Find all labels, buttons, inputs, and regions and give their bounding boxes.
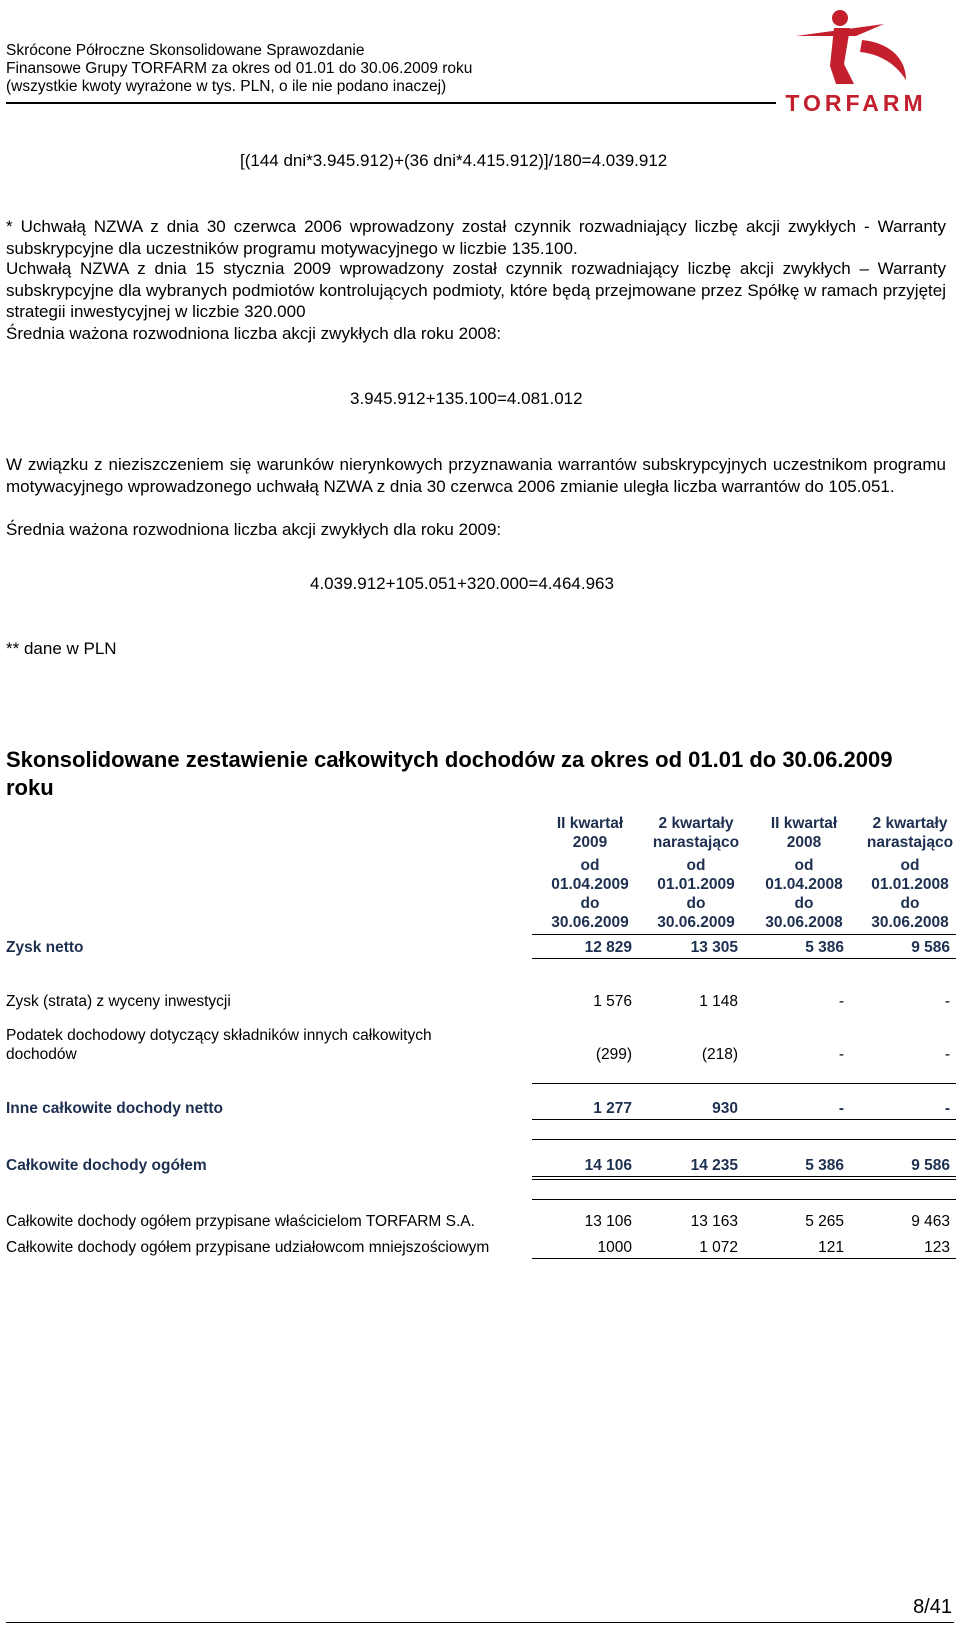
section-overline [532,1199,956,1200]
table-cell: 1 277 [593,1100,632,1117]
table-cell: (218) [701,1046,738,1063]
row-label-wlasciciele: Całkowite dochody ogółem przypisane właścicielom TORFARM S.A. [6,1213,475,1230]
table-cell: 13 305 [690,939,738,956]
footer-rule [6,1622,954,1623]
paragraph-2: Uchwałą NZWA z dnia 15 stycznia 2009 wprowadzony został czynnik rozwadniający liczbę akcji zwykłych – Warranty subskrypcyjne dla wybranych podmiotów kontrolujących podmioty, które będą przejmowane przez Spółkę w ramach przyjętej strategii inwestycyjnej w liczbie 320.000 [6,259,946,321]
table-cell: 1 148 [699,993,738,1010]
section-title: Skonsolidowane zestawienie całkowitych dochodów za okres od 01.01 do 30.06.2009 roku [6,747,893,800]
row-label-zysk-netto: Zysk netto [6,939,84,956]
table-cell: 9 586 [911,1157,950,1174]
torfarm-logo [756,6,956,118]
row-label-inne-dochody: Inne całkowite dochody netto [6,1100,224,1117]
column-header: 2 kwartały narastająco od 01.01.2009 do 30.06.2009 [652,815,740,931]
header-rule [6,102,776,104]
paragraph-1: * Uchwałą NZWA z dnia 30 czerwca 2006 wprowadzony został czynnik rozwadniający liczbę akcji zwykłych - Warranty subskrypcyjne dla uczestników programu motywacyjnego w liczbie 135.100. [6,217,946,258]
torfarm-logo-icon [756,6,956,86]
table-cell: 1000 [597,1239,632,1256]
paragraph-3: Średnia ważona rozwodniona liczba akcji zwykłych dla roku 2008: [6,324,502,343]
table-cell: 5 386 [805,939,844,956]
page-number: 8/41 [913,1596,952,1618]
row-underline [532,1258,956,1259]
column-header: II kwartał 2008 od 01.04.2008 do 30.06.2008 [765,815,843,931]
column-header: 2 kwartały narastająco od 01.01.2008 do 30.06.2008 [866,815,954,931]
table-cell: - [944,1100,950,1117]
table-cell: 9 586 [911,939,950,956]
table-cell: 1 072 [699,1239,738,1256]
table-cell: - [838,1046,844,1063]
row-underline [532,1119,956,1120]
page-header [6,42,946,116]
paragraph-4: W związku z nieziszczeniem się warunków nierynkowych przyznawania warrantów subskrypcyjnych uczestnikom programu motywacyjnego wprowadzonego uchwałą NZWA z dnia 30 czerwca 2006 zmianie uległa liczba warrantów do 105.051. [6,455,946,496]
table-cell: 123 [924,1239,950,1256]
table-cell: 12 829 [584,939,632,956]
logo-wordmark: TORFARM [785,90,927,116]
row-label-podatek: Podatek dochodowy dotyczący składników innych całkowitych dochodów [6,1027,432,1063]
table-cell: (299) [595,1046,632,1063]
table-cell: 5 386 [805,1157,844,1174]
formula-1: [(144 dni*3.945.912)+(36 dni*4.415.912)]/180=4.039.912 [240,151,668,170]
table-cell: 930 [712,1100,738,1117]
table-cell: 5 265 [805,1213,844,1230]
table-cell: 14 106 [584,1157,632,1174]
table-cell: - [838,1100,844,1117]
formula-3: 4.039.912+105.051+320.000=4.464.963 [310,574,614,593]
header-line-1: Skrócone Półroczne Skonsolidowane Sprawozdanie [6,42,365,59]
table-cell: 9 463 [911,1213,950,1230]
row-label-zysk-z-wyceny: Zysk (strata) z wyceny inwestycji [6,993,231,1010]
subtotal-overline [532,1083,956,1084]
row-underline [532,958,956,959]
table-cell: 1 576 [593,993,632,1010]
header-line-3: (wszystkie kwoty wyrażone w tys. PLN, o ile nie podano inaczej) [6,78,447,95]
double-underline-2 [532,1179,956,1180]
paragraph-5: Średnia ważona rozwodniona liczba akcji zwykłych dla roku 2009: [6,520,502,539]
note-pln: ** dane w PLN [6,639,117,658]
column-header: II kwartał 2009 od 01.04.2009 do 30.06.2009 [551,815,629,931]
header-underline [532,934,956,935]
table-cell: 121 [818,1239,844,1256]
formula-2: 3.945.912+135.100=4.081.012 [350,389,583,408]
table-cell: - [838,993,844,1010]
row-label-calkowite-dochody: Całkowite dochody ogółem [6,1157,207,1174]
table-cell: 13 163 [690,1213,738,1230]
table-cell: 14 235 [690,1157,738,1174]
table-cell: - [944,993,950,1010]
table-cell: 13 106 [584,1213,632,1230]
double-underline-1 [532,1176,956,1177]
total-overline [532,1139,956,1140]
row-label-mniejszosciowi: Całkowite dochody ogółem przypisane udziałowcom mniejszościowym [6,1239,490,1256]
header-line-2: Finansowe Grupy TORFARM za okres od 01.01 do 30.06.2009 roku [6,60,473,77]
table-cell: - [944,1046,950,1063]
